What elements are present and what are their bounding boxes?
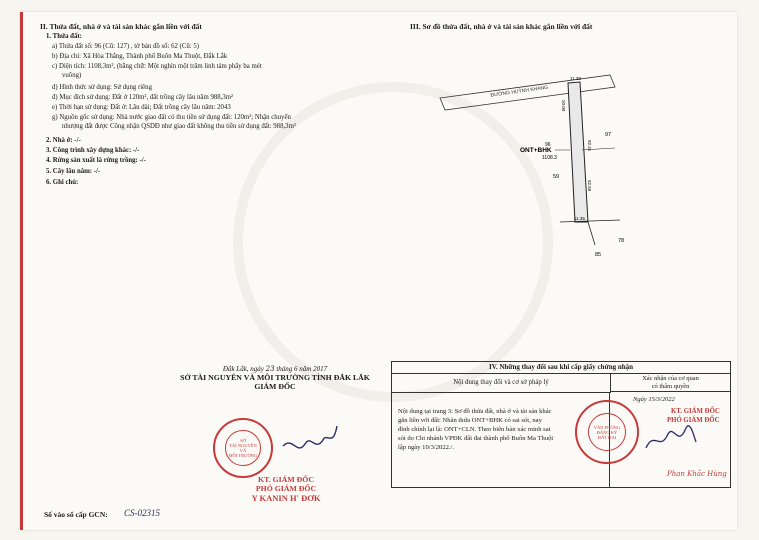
parcel-line: a) Thửa đất số: 96 (Cũ: 127) , tờ bản đồ số: 62 (Cũ: 5) [52, 43, 200, 50]
signature-mark [275, 408, 345, 468]
forest-line: 4. Rừng sản xuất là rừng trồng: -/- [46, 157, 146, 164]
office-stamp-inner [588, 413, 626, 451]
confirm-pp2: PHÓ GIÁM ĐỐC [667, 417, 720, 424]
neighbor-97: 97 [605, 132, 612, 138]
origin-line-2: nhượng đất được Công nhận QSDĐ như giao đất không thu tiền sử dụng đất: 988,3m² [62, 123, 296, 130]
changes-col2-header [611, 373, 730, 392]
content-line-1: Nội dung tại trang 3: Sơ đồ thửa đất, nhà ở và tài sản khác [398, 408, 552, 415]
parcel-shape [568, 82, 588, 222]
confirm-date: Ngày 15/3/2022 [633, 396, 675, 403]
section-ii-title: II. Thửa đất, nhà ở và tài sản khác gắn liền với đất [40, 22, 202, 31]
origin-line: g) Nguồn gốc sử dụng: Nhà nước giao đất có thu tiền sử dụng đất: 120m²; Nhận chuyển [52, 114, 291, 121]
confirm-pp1: KT. GIÁM ĐỐC [671, 408, 720, 415]
neighbor-boundary-2 [582, 148, 615, 150]
office-stamp-line-2: ĐĂNG KÝ [596, 429, 618, 435]
usage-form-line: d) Hình thức sử dụng: Sử dụng riêng [52, 84, 152, 91]
signing-org: SỞ TÀI NGUYÊN VÀ MÔI TRƯỜNG TỈNH ĐẮK LẮK [180, 373, 370, 382]
confirm-signature-mark [640, 412, 700, 462]
purpose-line: đ) Mục đích sử dụng: Đất ở 120m², đất trồng cây lâu năm 988,3m² [52, 94, 234, 101]
notes-line: 6. Ghi chú: [46, 179, 79, 186]
parcel-area: 1108.3 [542, 155, 557, 161]
office-stamp [575, 400, 639, 464]
signer-name: Y KANIN H' ĐƠK [251, 493, 321, 503]
signing-date [170, 365, 380, 373]
road-label: ĐƯỜNG HUỲNH KHANG [490, 84, 549, 99]
area-line-2: vuông) [62, 72, 82, 79]
registry-value: CS-02315 [124, 508, 160, 518]
parcel-diagram [420, 70, 640, 260]
land-heading: 1. Thửa đất: [46, 33, 82, 40]
section-iv-title: IV. Những thay đổi sau khi cấp giấy chứng nhận [392, 362, 730, 374]
signing-block [170, 365, 380, 391]
neighbor-85: 85 [595, 252, 602, 258]
date-month: 6 [294, 365, 298, 373]
stamp-line-3: VÀ [239, 448, 247, 453]
construction-line: 3. Công trình xây dựng khác: -/- [46, 147, 140, 154]
parcel-extension-line [588, 222, 595, 245]
neighbor-boundary [560, 220, 620, 222]
date-month-label: tháng [276, 365, 293, 373]
office-stamp-line-3: ĐẤT ĐAI [597, 434, 617, 440]
stamp-line-1: SỞ [240, 438, 246, 443]
signing-title: GIÁM ĐỐC [254, 382, 296, 391]
office-stamp-line-1: VĂN PHÒNG [593, 424, 621, 430]
house-line: 2. Nhà ở: -/- [46, 137, 81, 144]
content-line-4: sót do Chi nhánh VPĐK đất đai thành phố Buôn Ma Thuột [398, 435, 554, 442]
deputy-line2: PHÓ GIÁM ĐỐC [255, 484, 317, 493]
neighbor-78: 78 [618, 238, 625, 244]
content-line-5: lập ngày 10/3/2022./. [398, 444, 455, 451]
date-prefix: Đắk Lắk, ngày [222, 365, 264, 373]
dim-label-side: 20.00 [561, 100, 566, 112]
section-iii-title: III. Sơ đồ thửa đất, nhà ở và tài sản khác gắn liền với đất [410, 22, 593, 31]
dim-label-right-1: 92.41 [587, 140, 592, 152]
area-line: c) Diện tích: 1108,3m², (bằng chữ: Một nghìn một trăm linh tám phẩy ba mét [52, 63, 262, 70]
stamp-inner [225, 430, 261, 466]
neighbor-59: 59 [553, 174, 560, 180]
deputy-block [226, 475, 346, 503]
address-line: b) Địa chỉ: Xã Hòa Thắng, Thành phố Buôn Ma Thuột, Đắk Lắk [52, 53, 228, 60]
dim-label-top: 11.38 [570, 76, 581, 81]
stamp-line-2: TÀI NGUYÊN [229, 443, 257, 448]
term-line: e) Thời hạn sử dụng: Đất ở: Lâu dài; Đất trồng cây lâu năm: 2043 [52, 104, 231, 111]
dim-label-right-2: 92.59 [587, 180, 592, 192]
date-day: 23 [265, 365, 275, 373]
parcel-number: 96 [545, 142, 551, 148]
date-year: năm 2017 [299, 365, 328, 373]
parcel-type-label: ONT+BHK [520, 147, 552, 154]
col2-header-line2: có thẩm quyền [651, 383, 690, 390]
deputy-line1: KT. GIÁM ĐỐC [258, 475, 314, 484]
official-stamp [213, 418, 273, 478]
registry-label: Số vào sổ cấp GCN: [44, 510, 108, 519]
stamp-line-4: MÔI TRƯỜNG [228, 453, 258, 458]
changes-col1-header: Nội dung thay đổi và cơ sở pháp lý [392, 373, 611, 393]
content-line-2: gắn liền với đất: Nhãn thửa ONT+BHK có sai sót, nay [398, 417, 542, 424]
content-line-3: đính chính lại là: ONT+CLN. Theo biên bản xác minh sai [398, 426, 551, 433]
col2-header-line1: Xác nhận của cơ quan [642, 375, 699, 382]
perennial-line: 5. Cây lâu năm: -/- [46, 168, 101, 175]
confirm-signer: Phan Khắc Hùng [667, 470, 727, 478]
dim-label-bottom: 11.35 [574, 216, 585, 221]
